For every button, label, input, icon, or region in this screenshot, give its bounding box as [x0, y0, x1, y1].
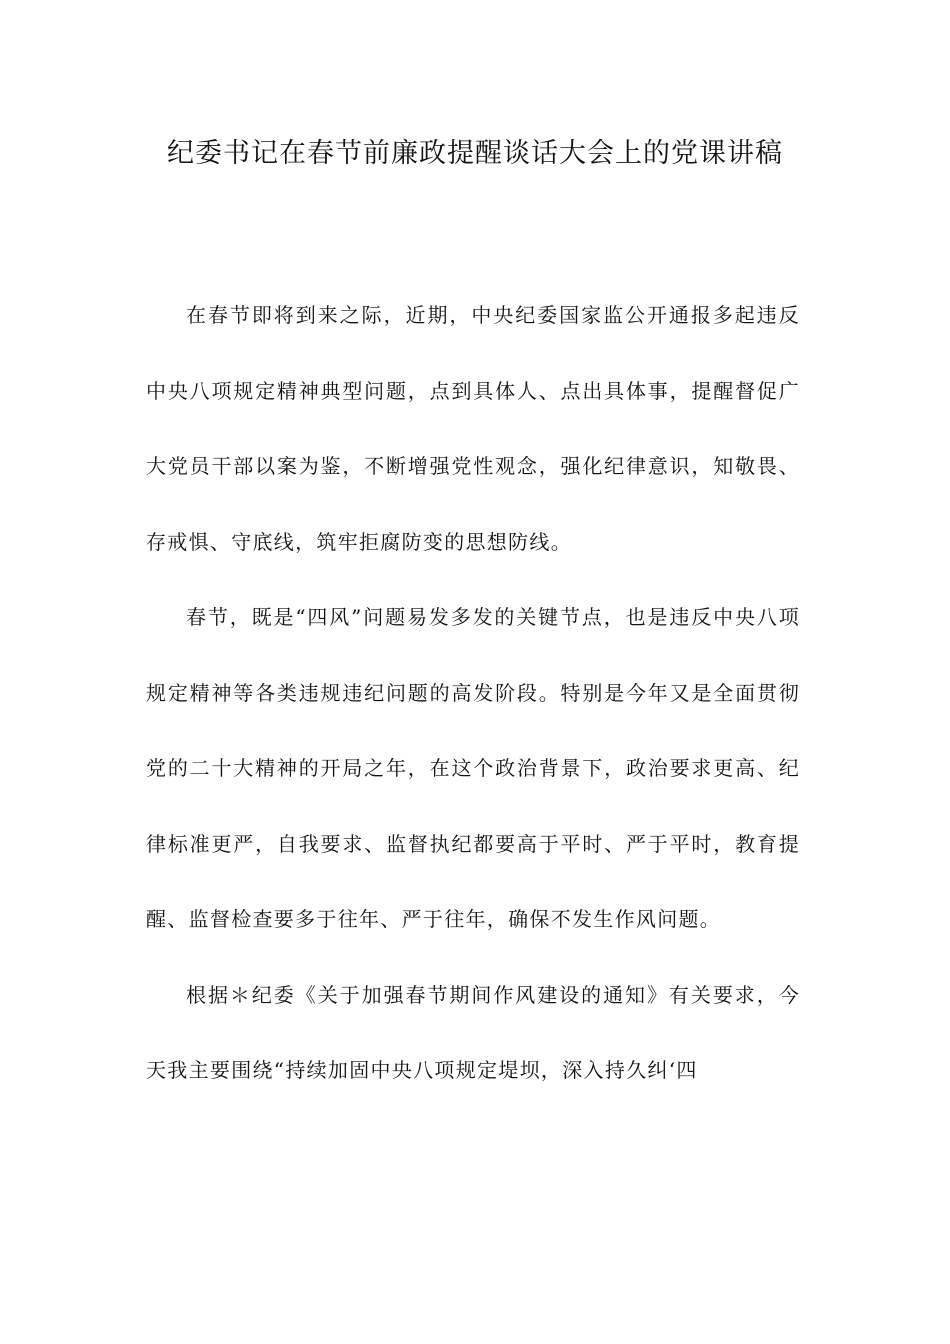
document-title: 纪委书记在春节前廉政提醒谈话大会上的党课讲稿	[167, 138, 783, 169]
paragraph-1: 在春节即将到来之际，近期，中央纪委国家监公开通报多起违反中央八项规定精神典型问题，点到具体人、点出具体事，提醒督促广大党员干部以案为鉴，不断增强党性观念，强化纪律意识，知敬畏、存戒惧、守底线，筑牢拒腐防变的思想防线。	[146, 303, 800, 554]
paragraph-3: 根据＊纪委《关于加强春节期间作风建设的通知》有关要求，今天我主要围绕“持续加固中央八项规定堤坝，深入持久纠‘四	[146, 982, 800, 1082]
paragraph-2: 春节，既是“四风”问题易发多发的关键节点，也是违反中央八项规定精神等各类违规违纪问题的高发阶段。特别是今年又是全面贯彻党的二十大精神的开局之年，在这个政治背景下，政治要求更高、纪律标准更严，自我要求、监督执纪都要高于平时、严于平时，教育提醒、监督检查要多于往年、严于往年，确保不发生作风问题。	[146, 605, 800, 931]
document-body	[146, 278, 800, 1109]
